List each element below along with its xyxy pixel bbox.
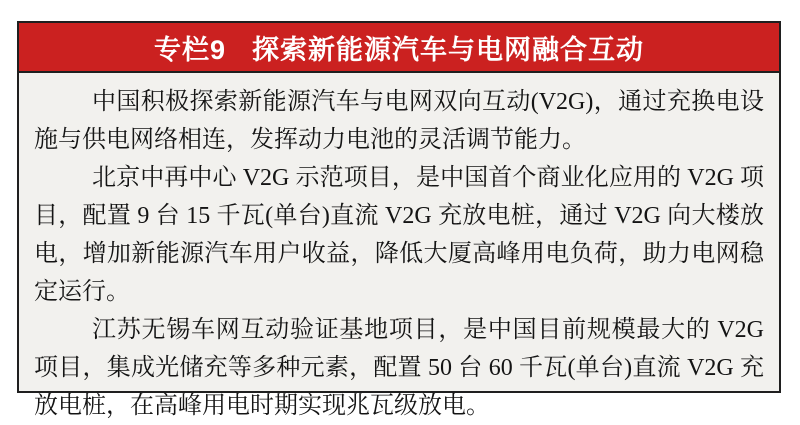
column-label: 专栏9 bbox=[153, 34, 227, 65]
paragraph-2: 北京中再中心 V2G 示范项目，是中国首个商业化应用的 V2G 项目，配置 9 台 15 千瓦(单台)直流 V2G 充放电桩，通过 V2G 向大楼放电，增加新能源汽车用户收益，降低大厦高峰用电负荷，助力电网稳定运行。 bbox=[34, 165, 764, 305]
column-header bbox=[19, 23, 779, 73]
paragraph-1: 中国积极探索新能源汽车与电网双向互动(V2G)，通过充换电设施与供电网络相连，发挥动力电池的灵活调节能力。 bbox=[34, 89, 764, 153]
column-box bbox=[17, 21, 781, 419]
column-title: 探索新能源汽车与电网融合互动 bbox=[252, 34, 645, 65]
column-body-text bbox=[19, 73, 779, 425]
paragraph-3: 江苏无锡车网互动验证基地项目，是中国目前规模最大的 V2G 项目，集成光储充等多种元素，配置 50 台 60 千瓦(单台)直流 V2G 充放电桩，在高峰用电时期实现兆瓦级放电。 bbox=[34, 317, 764, 419]
